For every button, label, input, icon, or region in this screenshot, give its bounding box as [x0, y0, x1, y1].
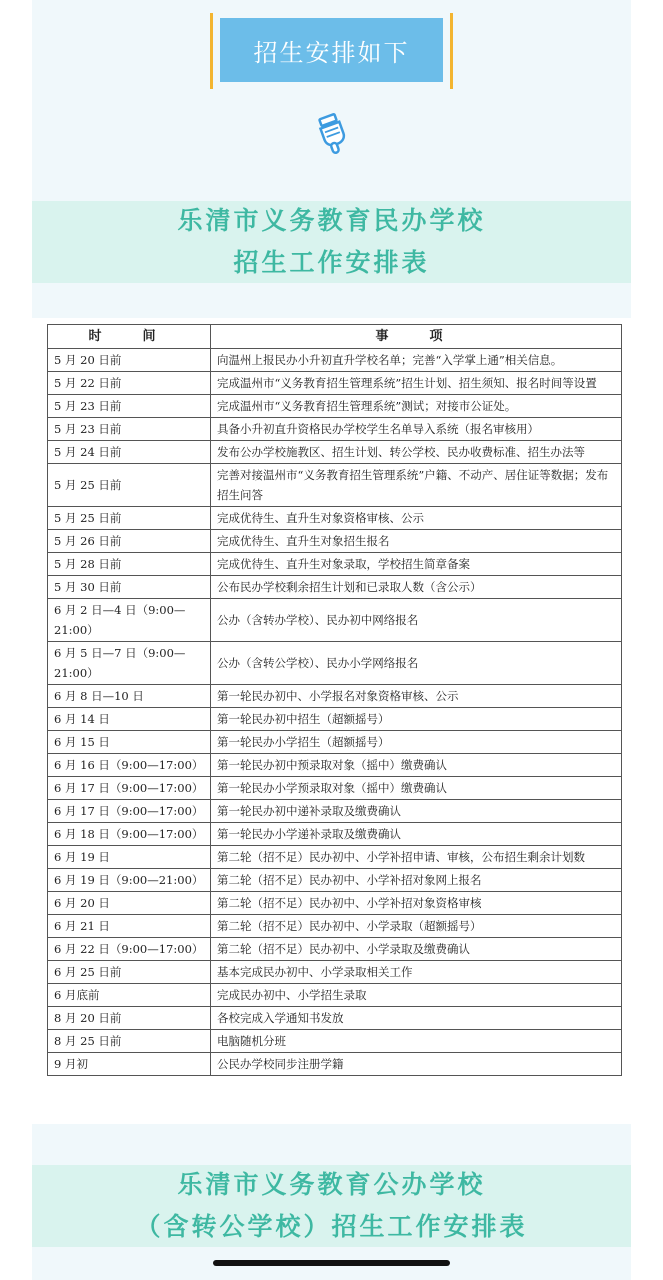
time-cell: 5 月 23 日前 [48, 418, 211, 441]
table-row [48, 530, 622, 553]
time-cell: 6 月 16 日（9:00—17:00） [48, 754, 211, 777]
time-cell: 5 月 20 日前 [48, 349, 211, 372]
table-row [48, 823, 622, 846]
public-school-section-title [32, 1165, 631, 1247]
table-row [48, 869, 622, 892]
section-title-line-1: 乐清市义务教育公办学校 [177, 1170, 486, 1199]
time-cell: 6 月 19 日（9:00—21:00） [48, 869, 211, 892]
time-cell: 5 月 25 日前 [48, 464, 211, 507]
table-row [48, 800, 622, 823]
item-cell: 完成温州市“义务教育招生管理系统”测试；对接市公证处。 [211, 395, 622, 418]
section-title-line-2: 招生工作安排表 [233, 248, 430, 277]
table-row [48, 349, 622, 372]
time-cell: 5 月 25 日前 [48, 507, 211, 530]
item-cell: 第一轮民办初中招生（超额摇号） [211, 708, 622, 731]
table-header-row [48, 325, 622, 349]
private-school-section-title [32, 201, 631, 283]
enrollment-arrangement-banner [220, 18, 443, 82]
item-cell: 基本完成民办初中、小学录取相关工作 [211, 961, 622, 984]
section-title-line-1: 乐清市义务教育民办学校 [177, 206, 486, 235]
item-cell: 向温州上报民办小升初直升学校名单；完善“入学掌上通”相关信息。 [211, 349, 622, 372]
time-cell: 6 月 15 日 [48, 731, 211, 754]
time-cell: 6 月 8 日—10 日 [48, 685, 211, 708]
item-cell: 完成优待生、直升生对象资格审核、公示 [211, 507, 622, 530]
item-cell: 第一轮民办小学递补录取及缴费确认 [211, 823, 622, 846]
time-cell: 5 月 30 日前 [48, 576, 211, 599]
time-cell: 5 月 22 日前 [48, 372, 211, 395]
table-row [48, 576, 622, 599]
table-row [48, 731, 622, 754]
banner-text: 招生安排如下 [253, 38, 410, 67]
item-cell: 完成民办初中、小学招生录取 [211, 984, 622, 1007]
time-cell: 5 月 26 日前 [48, 530, 211, 553]
item-cell: 具备小升初直升资格民办学校学生名单导入系统（报名审核用） [211, 418, 622, 441]
item-cell: 完成温州市“义务教育招生管理系统”招生计划、招生须知、报名时间等设置 [211, 372, 622, 395]
table-row [48, 915, 622, 938]
item-cell: 公民办学校同步注册学籍 [211, 1053, 622, 1076]
item-cell: 第二轮（招不足）民办初中、小学补招申请、审核，公布招生剩余计划数 [211, 846, 622, 869]
item-cell: 各校完成入学通知书发放 [211, 1007, 622, 1030]
time-column-header: 时 间 [48, 325, 211, 349]
item-cell: 发布公办学校施教区、招生计划、转公学校、民办收费标准、招生办法等 [211, 441, 622, 464]
time-cell: 6 月 25 日前 [48, 961, 211, 984]
table-row [48, 961, 622, 984]
item-column-header: 事 项 [211, 325, 622, 349]
pointing-down-hand-icon [312, 112, 352, 156]
time-cell: 6 月 20 日 [48, 892, 211, 915]
item-cell: 完成优待生、直升生对象录取，学校招生简章备案 [211, 553, 622, 576]
table-row [48, 464, 622, 507]
time-cell: 5 月 28 日前 [48, 553, 211, 576]
time-cell: 6 月 2 日—4 日（9:00—21:00） [48, 599, 211, 642]
table-row [48, 685, 622, 708]
table-row [48, 846, 622, 869]
time-cell: 6 月 22 日（9:00—17:00） [48, 938, 211, 961]
table-row [48, 1053, 622, 1076]
table-row [48, 777, 622, 800]
table-row [48, 372, 622, 395]
table-row [48, 395, 622, 418]
item-cell: 第二轮（招不足）民办初中、小学补招对象网上报名 [211, 869, 622, 892]
item-cell: 电脑随机分班 [211, 1030, 622, 1053]
time-cell: 6 月 19 日 [48, 846, 211, 869]
table-row [48, 642, 622, 685]
time-cell: 6 月 14 日 [48, 708, 211, 731]
item-cell: 完成优待生、直升生对象招生报名 [211, 530, 622, 553]
table-body [48, 349, 622, 1076]
section-title-line-2: （含转公学校）招生工作安排表 [135, 1212, 528, 1241]
table-row [48, 754, 622, 777]
time-cell: 6 月 17 日（9:00—17:00） [48, 777, 211, 800]
item-cell: 公办（含转公学校）、民办小学网络报名 [211, 642, 622, 685]
table-row [48, 708, 622, 731]
table-row [48, 418, 622, 441]
home-indicator[interactable] [213, 1260, 450, 1266]
time-cell: 8 月 20 日前 [48, 1007, 211, 1030]
table-row [48, 599, 622, 642]
item-cell: 第一轮民办初中预录取对象（摇中）缴费确认 [211, 754, 622, 777]
table-row [48, 441, 622, 464]
item-cell: 第一轮民办小学预录取对象（摇中）缴费确认 [211, 777, 622, 800]
table-row [48, 892, 622, 915]
time-cell: 6 月 5 日—7 日（9:00—21:00） [48, 642, 211, 685]
table-row [48, 1030, 622, 1053]
time-cell: 5 月 24 日前 [48, 441, 211, 464]
time-cell: 8 月 25 日前 [48, 1030, 211, 1053]
time-cell: 6 月底前 [48, 984, 211, 1007]
time-cell: 6 月 21 日 [48, 915, 211, 938]
table-row [48, 1007, 622, 1030]
item-cell: 第二轮（招不足）民办初中、小学录取及缴费确认 [211, 938, 622, 961]
item-cell: 第二轮（招不足）民办初中、小学补招对象资格审核 [211, 892, 622, 915]
item-cell: 完善对接温州市“义务教育招生管理系统”户籍、不动产、居住证等数据；发布招生问答 [211, 464, 622, 507]
table-row [48, 507, 622, 530]
time-cell: 6 月 18 日（9:00—17:00） [48, 823, 211, 846]
table-row [48, 984, 622, 1007]
table-row [48, 938, 622, 961]
item-cell: 第一轮民办初中递补录取及缴费确认 [211, 800, 622, 823]
enrollment-schedule-table [47, 324, 622, 1076]
time-cell: 9 月初 [48, 1053, 211, 1076]
item-cell: 第一轮民办初中、小学报名对象资格审核、公示 [211, 685, 622, 708]
item-cell: 第二轮（招不足）民办初中、小学录取（超额摇号） [211, 915, 622, 938]
item-cell: 公办（含转办学校）、民办初中网络报名 [211, 599, 622, 642]
table-row [48, 553, 622, 576]
item-cell: 第一轮民办小学招生（超额摇号） [211, 731, 622, 754]
item-cell: 公布民办学校剩余招生计划和已录取人数（含公示） [211, 576, 622, 599]
time-cell: 6 月 17 日（9:00—17:00） [48, 800, 211, 823]
time-cell: 5 月 23 日前 [48, 395, 211, 418]
